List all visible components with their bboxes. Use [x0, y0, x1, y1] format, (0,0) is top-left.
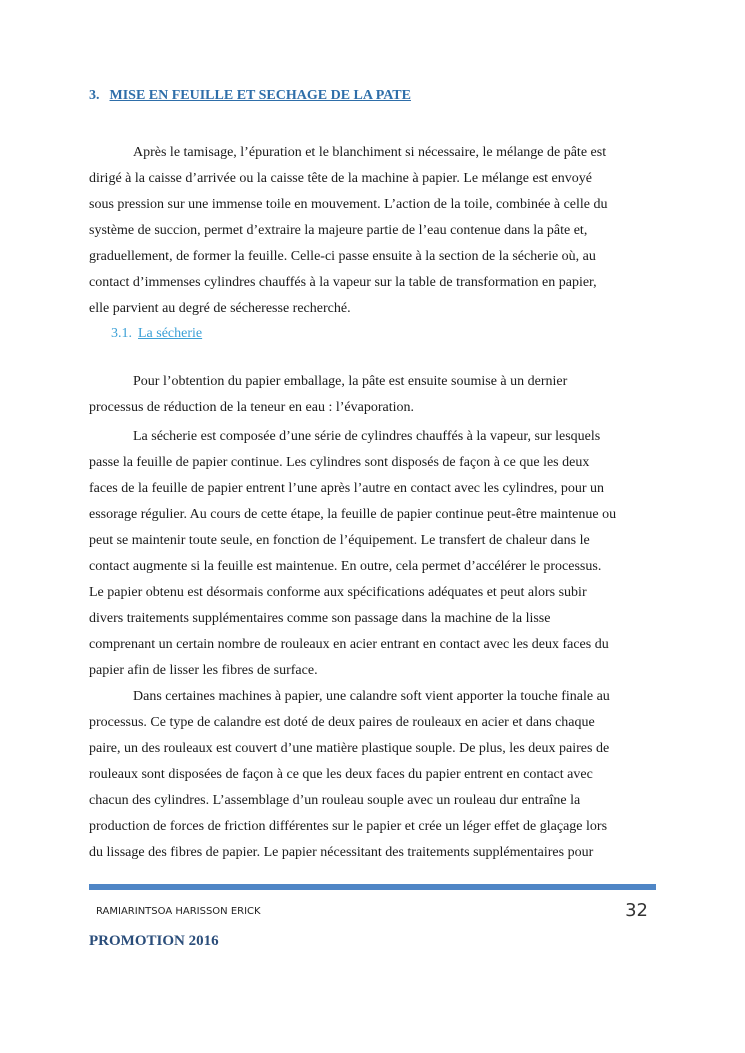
text-line: passe la feuille de papier continue. Les cylindres sont disposés de façon à ce que les deux [89, 455, 590, 470]
subsection-title: La sécherie [138, 326, 203, 341]
text-line: dirigé à la caisse d’arrivée ou la caisse tête de la machine à papier. Le mélange est envoyé [89, 171, 592, 186]
subsection-heading [111, 326, 202, 342]
section-number: 3. [89, 88, 100, 103]
text-line: processus. Ce type de calandre est doté de deux paires de rouleaux en acier et dans chaque [89, 715, 595, 730]
text-line: Pour l’obtention du papier emballage, la pâte est ensuite soumise à un dernier [133, 374, 568, 389]
footer-author: RAMIARINTSOA HARISSON ERICK [96, 906, 261, 917]
text-line: elle parvient au degré de sécheresse recherché. [89, 301, 351, 316]
page-number: 32 [625, 900, 648, 921]
text-line: paire, un des rouleaux est couvert d’une matière plastique souple. De plus, les deux paires de [89, 741, 610, 756]
text-line: processus de réduction de la teneur en eau : l’évaporation. [89, 400, 414, 415]
text-line: production de forces de friction différentes sur le papier et crée un léger effet de glaçage lors [89, 819, 608, 834]
text-line: peut se maintenir toute seule, en fonction de l’équipement. Le transfert de chaleur dans le [89, 533, 590, 548]
text-line: essorage régulier. Au cours de cette étape, la feuille de papier continue peut-être maintenue ou [89, 507, 617, 522]
text-line: système de succion, permet d’extraire la majeure partie de l’eau contenue dans la pâte et, [89, 223, 588, 238]
text-line: Le papier obtenu est désormais conforme aux spécifications adéquates et peut alors subir [89, 585, 587, 600]
text-line: papier afin de lisser les fibres de surface. [89, 663, 318, 678]
footer-divider-bar [89, 884, 656, 890]
text-line: Dans certaines machines à papier, une calandre soft vient apporter la touche finale au [133, 689, 610, 704]
text-line: du lissage des fibres de papier. Le papier nécessitant des traitements supplémentaires pour [89, 845, 594, 860]
text-line: sous pression sur une immense toile en mouvement. L’action de la toile, combinée à celle du [89, 197, 608, 212]
subsection-number: 3.1. [111, 326, 132, 341]
intro-paragraph [89, 140, 659, 322]
paragraph-secherie [89, 424, 659, 684]
text-line: divers traitements supplémentaires comme son passage dans la machine de la lisse [89, 611, 551, 626]
text-line: faces de la feuille de papier entrent l’une après l’autre en contact avec les cylindres, pour un [89, 481, 605, 496]
text-line: contact augmente si la feuille est maintenue. En outre, cela permet d’accélérer le processus. [89, 559, 602, 574]
text-line: comprenant un certain nombre de rouleaux en acier entrant en contact avec les deux faces du [89, 637, 609, 652]
text-line: graduellement, de former la feuille. Celle-ci passe ensuite à la section de la sécherie où, au [89, 249, 596, 264]
paragraph-calandre [89, 684, 659, 866]
text-line: La sécherie est composée d’une série de cylindres chauffés à la vapeur, sur lesquels [133, 429, 601, 444]
text-line: contact d’immenses cylindres chauffés à la vapeur sur la table de transformation en papier, [89, 275, 597, 290]
footer-promotion: PROMOTION 2016 [89, 933, 219, 949]
paragraph-evaporation [89, 369, 659, 421]
text-line: Après le tamisage, l’épuration et le blanchiment si nécessaire, le mélange de pâte est [133, 145, 607, 160]
text-line: rouleaux sont disposées de façon à ce que les deux faces du papier entrent en contact avec [89, 767, 593, 782]
section-heading [89, 88, 411, 104]
text-line: chacun des cylindres. L’assemblage d’un rouleau souple avec un rouleau dur entraîne la [89, 793, 581, 808]
section-title: MISE EN FEUILLE ET SECHAGE DE LA PATE [109, 88, 411, 103]
